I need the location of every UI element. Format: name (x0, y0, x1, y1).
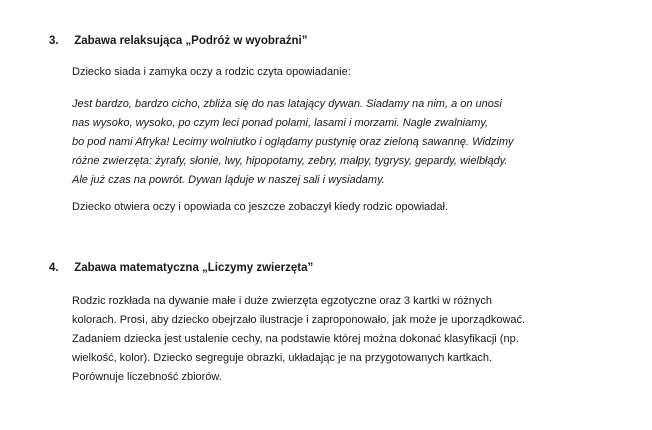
story-paragraph (72, 95, 612, 190)
story-line: różne zwierzęta: żyrafy, słonie, lwy, hipopotamy, zebry, małpy, tygrysy, gepardy, wielbłądy. (72, 155, 508, 167)
section-3-title: Zabawa relaksująca „Podróż w wyobraźni” (74, 35, 308, 47)
section-4-title: Zabawa matematyczna „Liczymy zwierzęta” (74, 262, 314, 274)
section-4-heading (49, 262, 313, 274)
story-line: Jest bardzo, bardzo cicho, zbliża się do nas latający dywan. Siadamy na nim, a on unosi (72, 98, 502, 110)
outro-text: Dziecko otwiera oczy i opowiada co jeszcze zobaczył kiedy rodzic opowiadał. (72, 201, 449, 213)
story-line: nas wysoko, wysoko, po czym leci ponad polami, lasami i morzami. Nagle zwalniamy, (72, 117, 489, 129)
intro-text: Dziecko siada i zamyka oczy a rodzic czyta opowiadanie: (72, 66, 351, 78)
paragraph-line: Rodzic rozkłada na dywanie małe i duże zwierzęta egzotyczne oraz 3 kartki w różnych (72, 295, 493, 307)
paragraph-line: Zadaniem dziecka jest ustalenie cechy, na podstawie której można dokonać klasyfikacji (np. (72, 333, 519, 345)
section-4-number: 4. (49, 262, 59, 274)
paragraph-line: wielkość, kolor). Dziecko segreguje obrazki, układając je na przygotowanych kartkach. (72, 352, 493, 364)
section-3-outro (72, 198, 612, 217)
section-3-number: 3. (49, 35, 59, 47)
story-line: Ale już czas na powrót. Dywan ląduje w naszej sali i wysiadamy. (72, 174, 385, 186)
section-3-intro (72, 63, 612, 82)
paragraph-line: Porównuje liczebność zbiorów. (72, 371, 222, 383)
section-4-paragraph (72, 292, 612, 387)
paragraph-line: kolorach. Prosi, aby dziecko obejrzało ilustracje i zaproponowało, jak może je uporządkować. (72, 314, 526, 326)
section-3-heading (49, 35, 307, 47)
story-line: bo pod nami Afryka! Lecimy wolniutko i oglądamy pustynię oraz zieloną sawannę. Widzimy (72, 136, 514, 148)
